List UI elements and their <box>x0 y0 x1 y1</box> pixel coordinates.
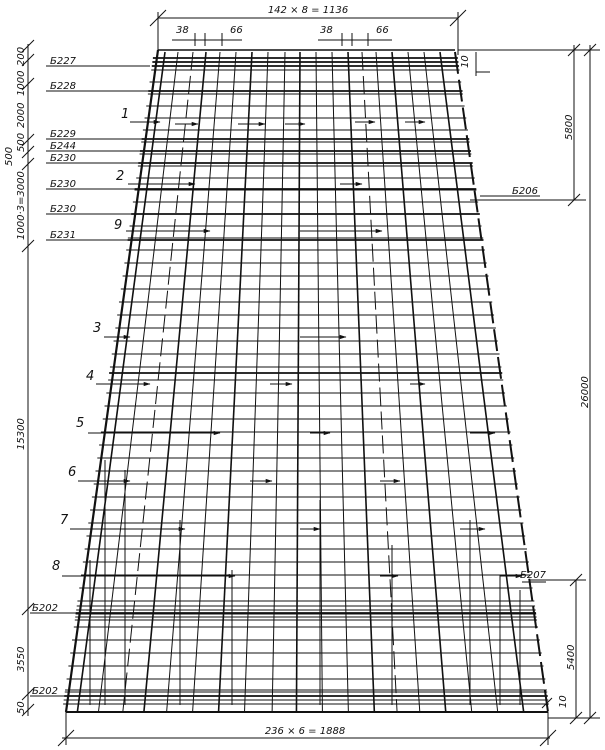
position-number-6: 6 <box>68 465 77 480</box>
left-dim-50: 50 <box>16 701 27 714</box>
right-dim-5800: 5800 <box>564 114 575 140</box>
left-dim-200: 200 <box>16 46 27 66</box>
position-number-4: 4 <box>86 369 95 384</box>
bar-label-b227: Б227 <box>50 56 76 67</box>
position-number-3: 3 <box>93 321 102 336</box>
right-dim-5400: 5400 <box>566 644 577 670</box>
bar-label-b231: Б231 <box>50 230 76 241</box>
left-dim-500b: 500 <box>4 146 15 166</box>
left-dim-2000: 2000 <box>16 102 27 128</box>
position-number-8: 8 <box>52 559 61 574</box>
left-dim-500a: 500 <box>16 132 27 152</box>
position-number-5: 5 <box>76 416 85 431</box>
bar-label-b229: Б229 <box>50 129 76 140</box>
bottom-width-label: 236 × 6 = 1888 <box>264 726 346 737</box>
horizontal-bars <box>63 58 549 704</box>
right-top-small: 10 <box>460 55 471 68</box>
side-label-b207: Б207 <box>520 570 546 581</box>
top-sub-dim-3: 38 <box>320 25 333 36</box>
left-dim-15300: 15300 <box>16 418 27 450</box>
right-bottom-small: 10 <box>558 695 569 708</box>
left-dim-3550: 3550 <box>16 646 27 672</box>
top-sub-dim-2: 66 <box>230 25 243 36</box>
bar-label-b202b: Б202 <box>32 686 58 697</box>
bar-label-b202a: Б202 <box>32 603 58 614</box>
top-sub-dim-1: 38 <box>176 25 189 36</box>
bar-label-b230c: Б230 <box>50 204 76 215</box>
left-dim-1000: 1000 <box>16 70 27 96</box>
right-dimensions <box>458 44 600 724</box>
bar-label-b244: Б244 <box>50 141 76 152</box>
left-dim-3000: 1000·3=3000 <box>16 171 27 240</box>
position-number-7: 7 <box>60 513 69 528</box>
right-dim-26000: 26000 <box>580 376 591 408</box>
side-label-b206: Б206 <box>512 186 538 197</box>
position-number-9: 9 <box>114 218 123 233</box>
position-number-2: 2 <box>116 169 125 184</box>
bar-label-b228: Б228 <box>50 81 76 92</box>
position-number-1: 1 <box>121 107 130 122</box>
top-sub-dim-4: 66 <box>376 25 389 36</box>
top-width-label: 142 × 8 = 1136 <box>267 5 349 16</box>
top-dimension <box>150 10 466 55</box>
bar-label-b230b: Б230 <box>50 179 76 190</box>
bar-label-leaders <box>30 66 546 696</box>
bar-label-b230a: Б230 <box>50 153 76 164</box>
